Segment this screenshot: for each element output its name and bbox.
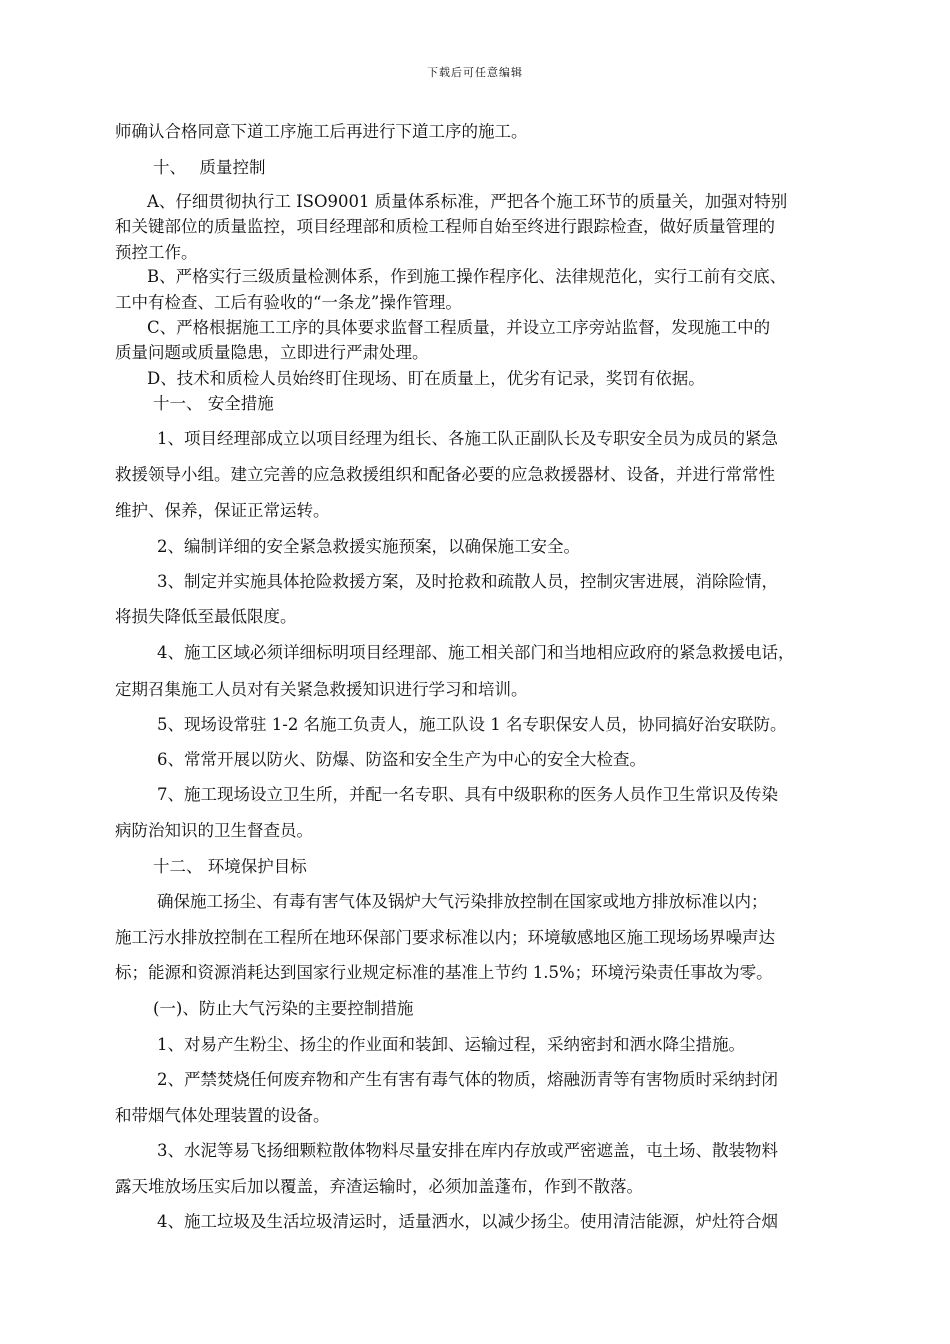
section-heading: 十一、 安全措施 <box>153 394 274 413</box>
text-line: 将损失降低至最低限度。 <box>115 607 297 626</box>
text-line: 确保施工扬尘、有毒有害气体及锅炉大气污染排放控制在国家或地方排放标准以内； <box>157 892 768 911</box>
text-line: 病防治知识的卫生督查员。 <box>115 821 313 840</box>
text-line: 定期召集施工人员对有关紧急救援知识进行学习和培训。 <box>115 680 528 699</box>
text-line: 救援领导小组。建立完善的应急救援组织和配备必要的应急救援器材、设备，并进行常常性 <box>115 465 775 484</box>
text-line: 和关键部位的质量监控，项目经理部和质检工程师自始至终进行跟踪检查，做好质量管理的 <box>115 217 775 236</box>
page-header: 下载后可任意编辑 <box>427 66 523 79</box>
text-line: 质量问题或质量隐患，立即进行严肃处理。 <box>115 343 429 362</box>
text-line: 1、项目经理部成立以项目经理为组长、各施工队正副队长及专职安全员为成员的紧急 <box>157 429 778 448</box>
text-line: 1、对易产生粉尘、扬尘的作业面和装卸、运输过程，采纳密封和洒水降尘措施。 <box>157 1035 745 1054</box>
text-line: 3、制定并实施具体抢险救援方案，及时抢救和疏散人员，控制灾害进展，消除险情， <box>157 572 778 591</box>
text-line: C、严格根据施工工序的具体要求监督工程质量，并设立工序旁站监督，发现施工中的 <box>147 318 771 337</box>
section-heading: 十二、 环境保护目标 <box>153 857 307 876</box>
text-line: 施工污水排放控制在工程所在地环保部门要求标准以内；环境敏感地区施工现场场界噪声达 <box>115 928 775 947</box>
text-line: 3、水泥等易飞扬细颗粒散体物料尽量安排在库内存放或严密遮盖，屯土场、散装物料 <box>157 1141 778 1160</box>
text-line: 露天堆放场压实后加以覆盖，弃渣运输时，必须加盖蓬布，作到不散落。 <box>115 1177 643 1196</box>
section-heading: 十、 质量控制 <box>153 158 266 177</box>
text-line: 预控工作。 <box>115 243 198 262</box>
text-line: 工中有检查、工后有验收的“一条龙”操作管理。 <box>115 293 462 312</box>
subsection-heading: (一)、防止大气污染的主要控制措施 <box>153 999 414 1018</box>
text-line: 2、严禁焚烧任何废弃物和产生有害有毒气体的物质，熔融沥青等有害物质时采纳封闭 <box>157 1070 778 1089</box>
text-line: 2、编制详细的安全紧急救援实施预案，以确保施工安全。 <box>157 537 580 556</box>
text-line: 师确认合格同意下道工序施工后再进行下道工序的施工。 <box>115 122 528 141</box>
text-line: D、技术和质检人员始终盯住现场、盯在质量上，优劣有记录，奖罚有依据。 <box>147 369 705 388</box>
text-line: 标；能源和资源消耗达到国家行业规定标准的基准上节约 1.5%；环境污染责任事故为零。 <box>115 963 773 982</box>
text-line: 4、施工区域必须详细标明项目经理部、施工相关部门和当地相应政府的紧急救援电话， <box>157 643 795 662</box>
text-line: A、仔细贯彻执行工 ISO9001 质量体系标准，严把各个施工环节的质量关，加强对特别 <box>147 192 788 211</box>
text-line: B、严格实行三级质量检测体系，作到施工操作程序化、法律规范化，实行工前有交底、 <box>147 267 787 286</box>
text-line: 4、施工垃圾及生活垃圾清运时，适量洒水，以减少扬尘。使用清洁能源，炉灶符合烟 <box>157 1212 778 1231</box>
text-line: 5、现场设常驻 1-2 名施工负责人，施工队设 1 名专职保安人员，协同搞好治安联防。 <box>157 715 787 734</box>
text-line: 和带烟气体处理装置的设备。 <box>115 1106 330 1125</box>
text-line: 7、施工现场设立卫生所，并配一名专职、具有中级职称的医务人员作卫生常识及传染 <box>157 785 778 804</box>
text-line: 6、常常开展以防火、防爆、防盗和安全生产为中心的安全大检查。 <box>157 750 646 769</box>
text-line: 维护、保养，保证正常运转。 <box>115 501 330 520</box>
